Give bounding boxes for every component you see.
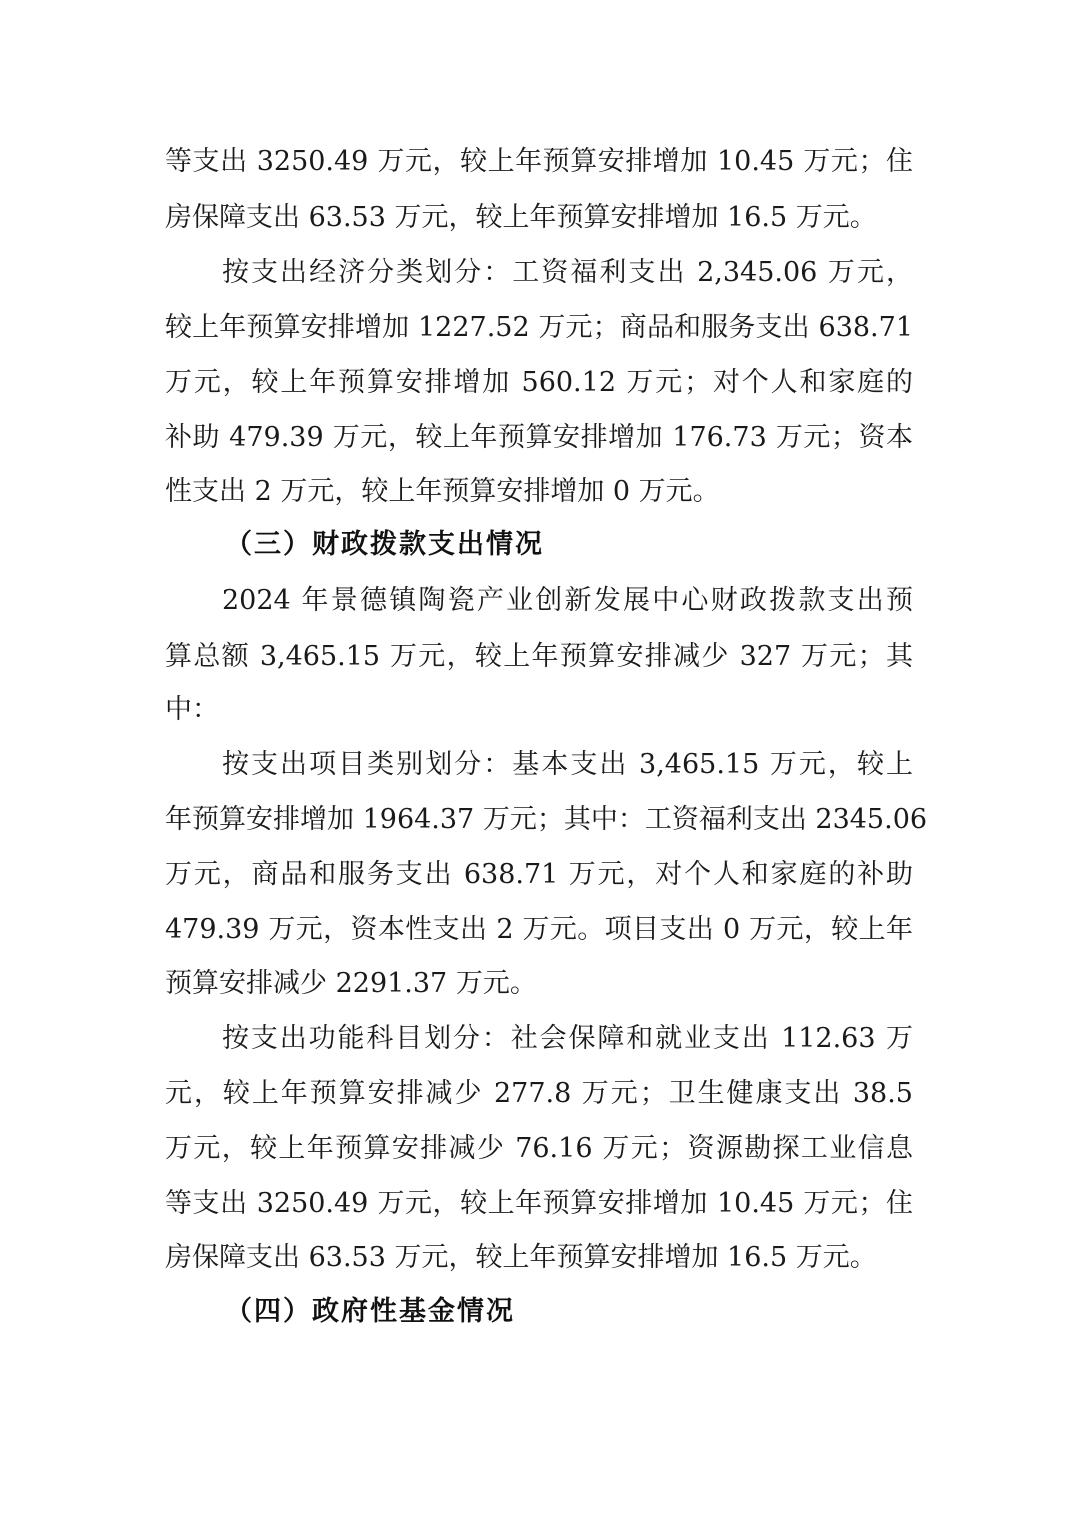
paragraph-line: 房保障支出 63.53 万元，较上年预算安排增加 16.5 万元。 <box>165 202 877 233</box>
paragraph-line: 元，较上年预算安排减少 277.8 万元；卫生健康支出 38.5 <box>165 1078 913 1109</box>
paragraph-line: 万元，商品和服务支出 638.71 万元，对个人和家庭的补助 <box>165 859 913 890</box>
paragraph-line: 479.39 万元，资本性支出 2 万元。项目支出 0 万元，较上年 <box>165 914 913 945</box>
paragraph-line: 中： <box>165 694 219 725</box>
paragraph-line: 补助 479.39 万元，较上年预算安排增加 176.73 万元；资本 <box>165 422 913 453</box>
paragraph-line: 等支出 3250.49 万元，较上年预算安排增加 10.45 万元；住 <box>165 146 913 177</box>
paragraph-line: 万元，较上年预算安排减少 76.16 万元；资源勘探工业信息 <box>165 1133 913 1164</box>
paragraph-line: 按支出项目类别划分：基本支出 3,465.15 万元，较上 <box>222 749 913 780</box>
paragraph-line: 年预算安排增加 1964.37 万元；其中：工资福利支出 2345.06 <box>165 804 928 835</box>
paragraph-line: 预算安排减少 2291.37 万元。 <box>165 968 537 999</box>
section-heading: （四）政府性基金情况 <box>225 1296 515 1327</box>
paragraph-line: 较上年预算安排增加 1227.52 万元；商品和服务支出 638.71 <box>165 312 913 343</box>
paragraph-line: 2024 年景德镇陶瓷产业创新发展中心财政拨款支出预 <box>222 585 913 616</box>
paragraph-line: 按支出经济分类划分：工资福利支出 2,345.06 万元， <box>222 257 913 288</box>
paragraph-line: 按支出功能科目划分：社会保障和就业支出 112.63 万 <box>222 1023 913 1054</box>
section-heading: （三）财政拨款支出情况 <box>225 529 544 560</box>
paragraph-line: 性支出 2 万元，较上年预算安排增加 0 万元。 <box>165 476 720 507</box>
paragraph-line: 等支出 3250.49 万元，较上年预算安排增加 10.45 万元；住 <box>165 1188 913 1219</box>
paragraph-line: 算总额 3,465.15 万元，较上年预算安排减少 327 万元；其 <box>165 641 913 672</box>
paragraph-line: 万元，较上年预算安排增加 560.12 万元；对个人和家庭的 <box>165 367 913 398</box>
paragraph-line: 房保障支出 63.53 万元，较上年预算安排增加 16.5 万元。 <box>165 1242 877 1273</box>
